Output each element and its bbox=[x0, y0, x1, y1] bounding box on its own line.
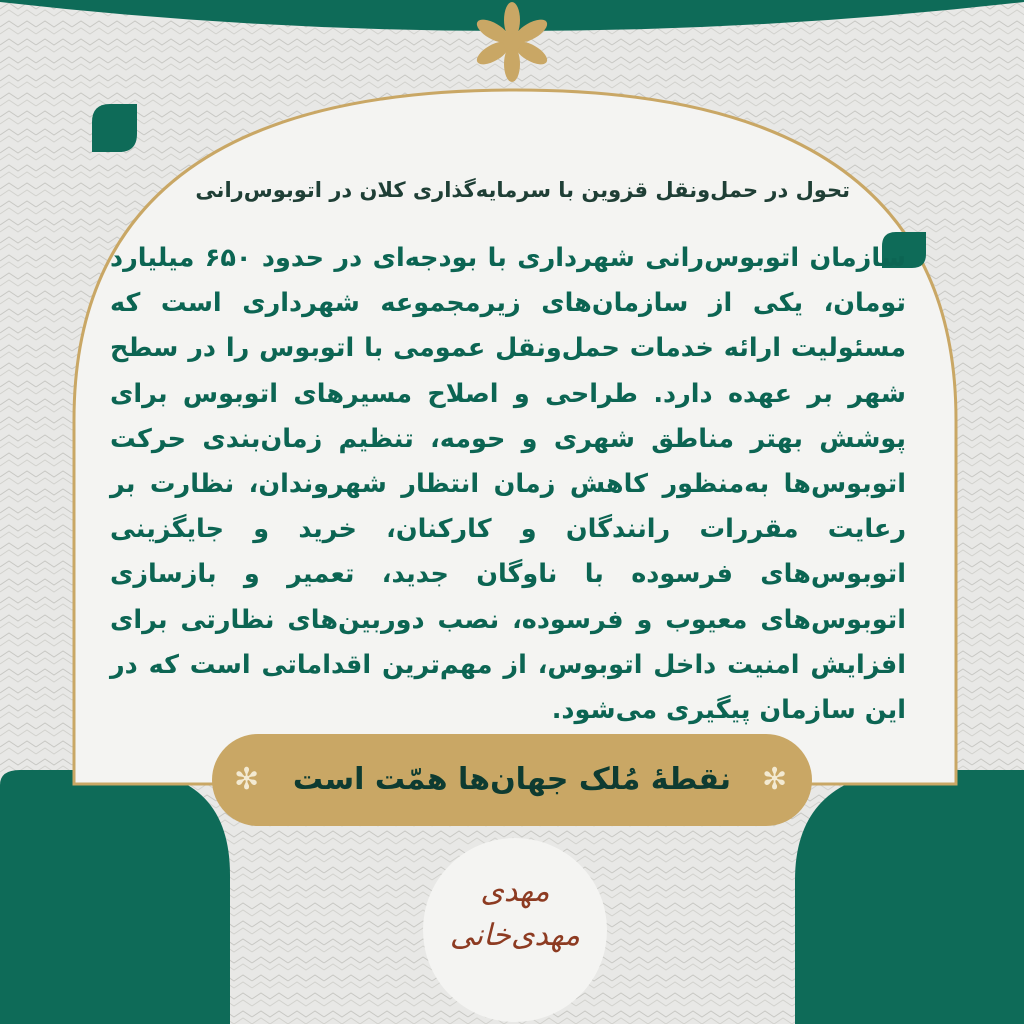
star-icon-right: ✻ bbox=[762, 762, 788, 797]
bottom-left-arch bbox=[0, 770, 230, 1024]
post-title: تحول در حمل‌ونقل قزوین با سرمایه‌گذاری کلان در اتوبوس‌رانی bbox=[195, 178, 850, 202]
bottom-right-arch bbox=[795, 770, 1024, 1024]
signature-logo: مهدی مهدی‌خانی bbox=[449, 874, 581, 953]
star-icon-left: ✻ bbox=[234, 762, 260, 797]
post-body: سازمان اتوبوس‌رانی شهرداری با بودجه‌ای در حدود ۶۵۰ میلیارد تومان، یکی از سازمان‌های زیرمجموعه شهرداری است که مسئولیت ارائه خدمات حمل‌ونقل عمومی با اتوبوس را در سطح شهر بر عهده دارد. طراحی و اصلاح مسیرهای اتوبوس برای پوشش بهتر مناطق شهری و حومه، تنظیم زمان‌بندی حرکت اتوبوس‌ها به‌منظور کاهش زمان انتظار شهروندان، نظارت بر رعایت مقررات رانندگان و کارکنان، خرید و جایگزینی اتوبوس‌های فرسوده با ناوگان جدید، تعمیر و بازسازی اتوبوس‌های معیوب و فرسوده، نصب دوربین‌های نظارتی برای افزایش امنیت داخل اتوبوس، از مهم‌ترین اقداماتی است که در این سازمان پیگیری می‌شود. bbox=[110, 243, 907, 726]
slogan-text: نقطۀ مُلک جهان‌ها همّت است bbox=[292, 762, 732, 797]
leaf-icon bbox=[92, 104, 137, 152]
